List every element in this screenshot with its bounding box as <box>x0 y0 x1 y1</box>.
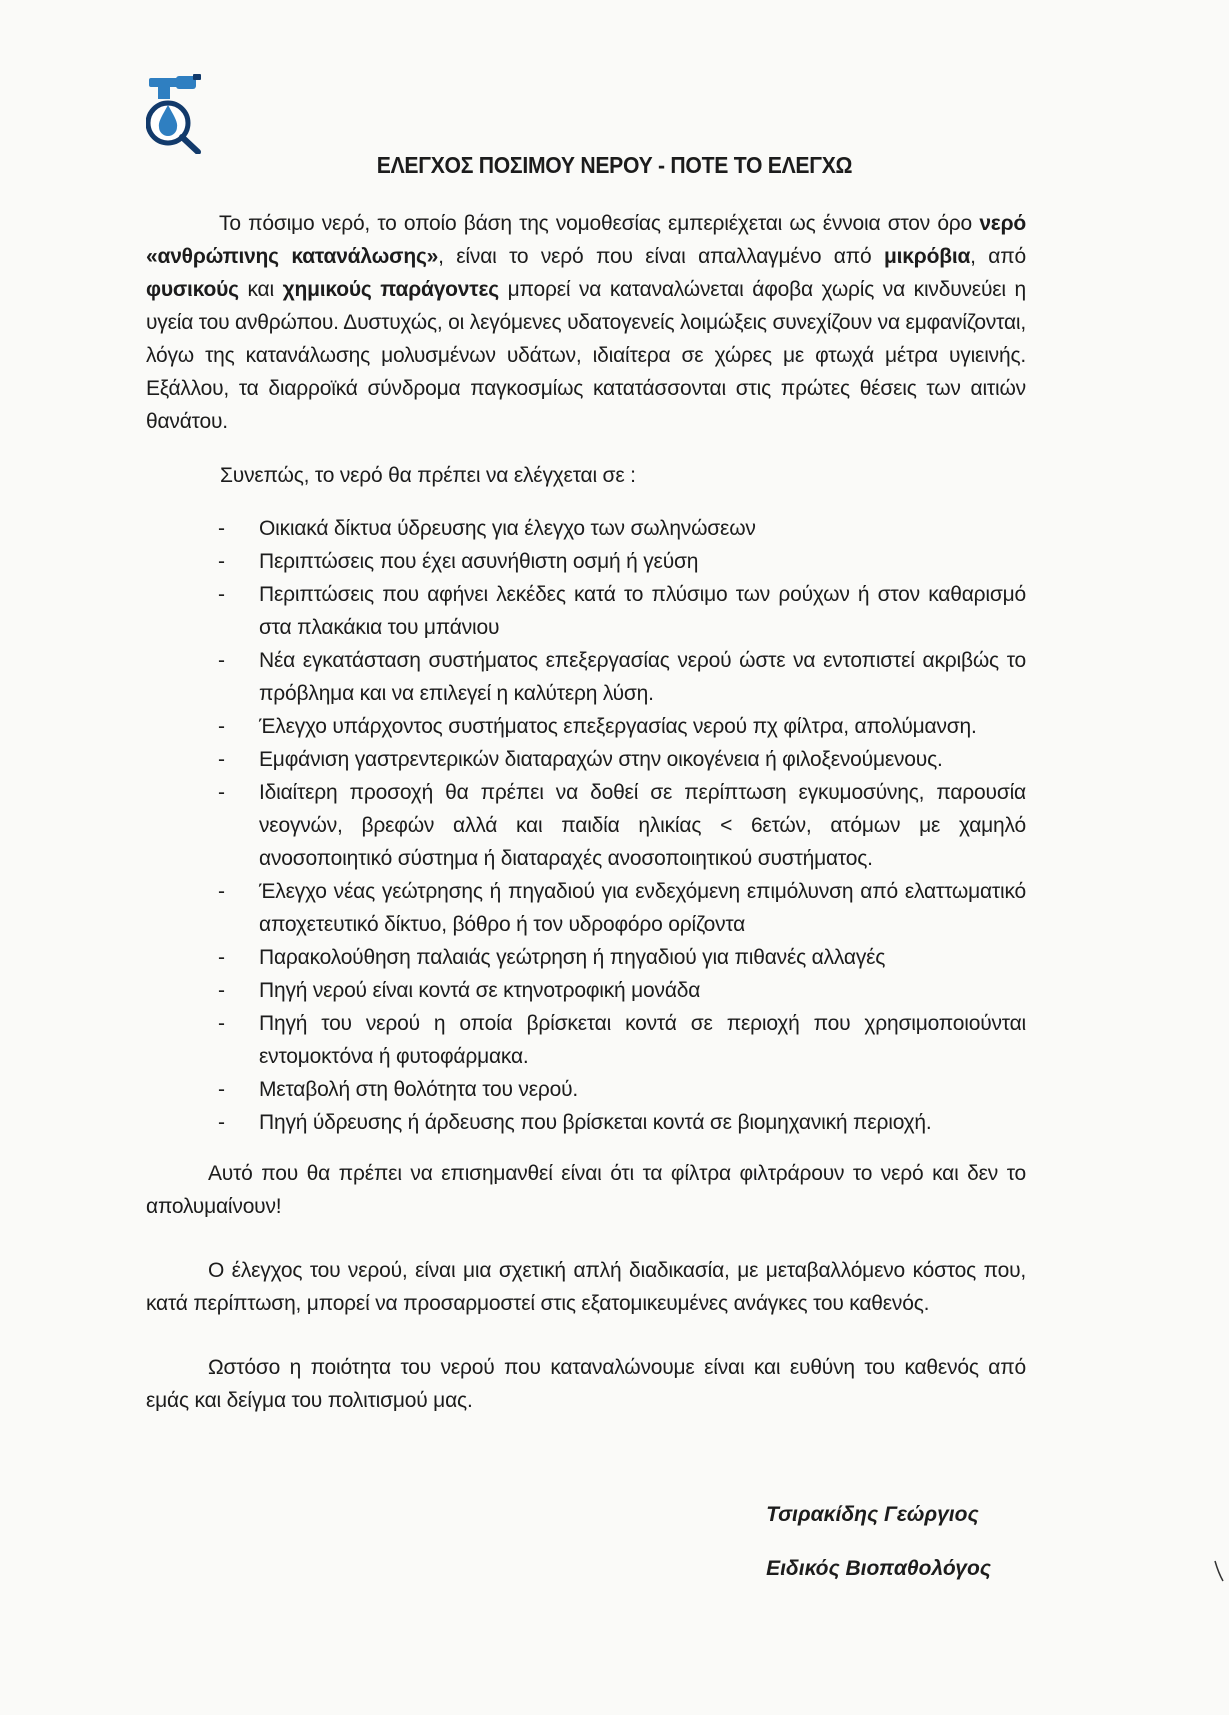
list-item-text: Έλεγχο υπάρχοντος συστήματος επεξεργασίας νερού πχ φίλτρα, απολύμανση. <box>259 715 977 738</box>
bullet-dash: - <box>218 880 225 903</box>
list-item-text: Πηγή νερού είναι κοντά σε κτηνοτροφική μονάδα <box>259 979 701 1002</box>
list-item-text: Περιπτώσεις που αφήνει λεκέδες κατά το πλύσιμο των ρούχων ή στον καθαρισμό στα πλακάκια του μπάνιου <box>259 583 1026 639</box>
list-item-text: Νέα εγκατάσταση συστήματος επεξεργασίας νερού ώστε να εντοπιστεί ακριβώς το πρόβλημα και να επιλεγεί η καλύτερη λύση. <box>259 649 1026 705</box>
bullet-dash: - <box>218 1078 225 1101</box>
bullet-dash: - <box>218 946 225 969</box>
list-item-text: Εμφάνιση γαστρεντερικών διαταραχών στην οικογένεια ή φιλοξενούμενους. <box>259 748 943 771</box>
list-lead-text: Συνεπώς, το νερό θα πρέπει να ελέγχεται σε : <box>220 464 636 487</box>
bullet-dash: - <box>218 517 225 540</box>
list-item-text: Παρακολούθηση παλαιάς γεώτρηση ή πηγαδιού για πιθανές αλλαγές <box>259 946 886 969</box>
intro-text-3: , από <box>970 245 1026 268</box>
quality-paragraph: Ωστόσο η ποιότητα του νερού που καταναλώνουμε είναι και ευθύνη του καθενός από εμάς και δείγμα του πολιτισμού μας. <box>146 1356 1026 1412</box>
bullet-dash: - <box>218 583 225 606</box>
bullet-dash: - <box>218 550 225 573</box>
list-item-text: Πηγή του νερού η οποία βρίσκεται κοντά σε περιοχή που χρησιμοποιούνται εντομοκτόνα ή φυτοφάρμακα. <box>259 1012 1026 1068</box>
signature-block <box>766 1488 991 1596</box>
document-body <box>146 207 1026 1417</box>
bullet-dash: - <box>218 781 225 804</box>
scan-mark <box>1214 1560 1224 1582</box>
list-item <box>146 776 1026 875</box>
list-item <box>146 644 1026 710</box>
list-item <box>146 545 1026 578</box>
bullet-list <box>146 512 1026 1139</box>
water-tap-magnifier-icon <box>146 74 218 154</box>
intro-text-5: μπορεί να καταναλώνεται άφοβα χωρίς να κινδυνεύει η υγεία του ανθρώπου. Δυστυχώς, οι λεγόμενες υδατογενείς λοιμώξεις συνεχίζουν να εμφανίζονται, λόγω της κατανάλωσης μολυσμένων υδάτων, ιδιαίτερα σε χώρες με φτωχά μέτρα υγιεινής. Εξάλλου, τα διαρροϊκά σύνδρομα παγκοσμίως κατατάσσονται στις πρώτες θέσεις των αιτιών θανάτου. <box>146 278 1026 433</box>
list-item <box>146 743 1026 776</box>
filters-paragraph: Αυτό που θα πρέπει να επισημανθεί είναι ότι τα φίλτρα φιλτράρουν το νερό και δεν το απολυμαίνουν! <box>146 1162 1026 1218</box>
list-item-text: Ιδιαίτερη προσοχή θα πρέπει να δοθεί σε περίπτωση εγκυμοσύνης, παρουσία νεογνών, βρεφών αλλά και παιδία ηλικίας < 6ετών, ατόμων με χαμηλό ανοσοποιητικό σύστημα ή διαταραχές ανοσοποιητικού συστήματος. <box>259 781 1026 870</box>
list-item-text: Οικιακά δίκτυα ύδρευσης για έλεγχο των σωληνώσεων <box>259 517 756 540</box>
bullet-dash: - <box>218 748 225 771</box>
signature-name: Τσιρακίδης Γεώργιος <box>766 1503 979 1526</box>
intro-bold-2: μικρόβια <box>883 245 971 268</box>
list-item <box>146 578 1026 644</box>
bullet-dash: - <box>218 715 225 738</box>
list-item <box>146 875 1026 941</box>
control-paragraph: Ο έλεγχος του νερού, είναι μια σχετική απλή διαδικασία, με μεταβαλλόμενο κόστος που, κατά περίπτωση, μπορεί να προσαρμοστεί στις εξατομικευμένες ανάγκες του καθενός. <box>146 1259 1026 1315</box>
intro-text-4: και <box>238 278 283 301</box>
list-item-text: Έλεγχο νέας γεώτρησης ή πηγαδιού για ενδεχόμενη επιμόλυνση από ελαττωματικό αποχετευτικό δίκτυο, βόθρο ή τον υδροφόρο ορίζοντα <box>259 880 1026 936</box>
list-item <box>146 710 1026 743</box>
intro-bold-4: χημικούς παράγοντες <box>282 278 499 301</box>
list-item <box>146 974 1026 1007</box>
list-item <box>146 512 1026 545</box>
intro-bold-1: νερό «ανθρώπινης κατανάλωσης» <box>146 212 1026 268</box>
list-item-text: Περιπτώσεις που έχει ασυνήθιστη οσμή ή γεύση <box>259 550 699 573</box>
list-item-text: Πηγή ύδρευσης ή άρδευσης που βρίσκεται κοντά σε βιομηχανική περιοχή. <box>259 1111 932 1134</box>
intro-bold-3: φυσικούς <box>146 278 239 301</box>
intro-text-2: , είναι το νερό που είναι απαλλαγμένο από <box>438 245 884 268</box>
bullet-dash: - <box>218 1111 225 1134</box>
bullet-dash: - <box>218 649 225 672</box>
list-item <box>146 941 1026 974</box>
intro-paragraph <box>146 207 1026 438</box>
list-item <box>146 1073 1026 1106</box>
intro-text-1: Το πόσιμο νερό, το οποίο βάση της νομοθεσίας εμπεριέχεται ως έννοια στον όρο <box>219 212 980 235</box>
page-title: ΕΛΕΓΧΟΣ ΠΟΣΙΜΟΥ ΝΕΡΟΥ - ΠΟΤΕ ΤΟ ΕΛΕΓΧΩ <box>376 152 853 178</box>
bullet-dash: - <box>218 979 225 1002</box>
list-item <box>146 1007 1026 1073</box>
signature-role: Ειδικός Βιοπαθολόγος <box>766 1557 991 1580</box>
list-item-text: Μεταβολή στη θολότητα του νερού. <box>259 1078 579 1101</box>
list-item <box>146 1106 1026 1139</box>
bullet-dash: - <box>218 1012 225 1035</box>
